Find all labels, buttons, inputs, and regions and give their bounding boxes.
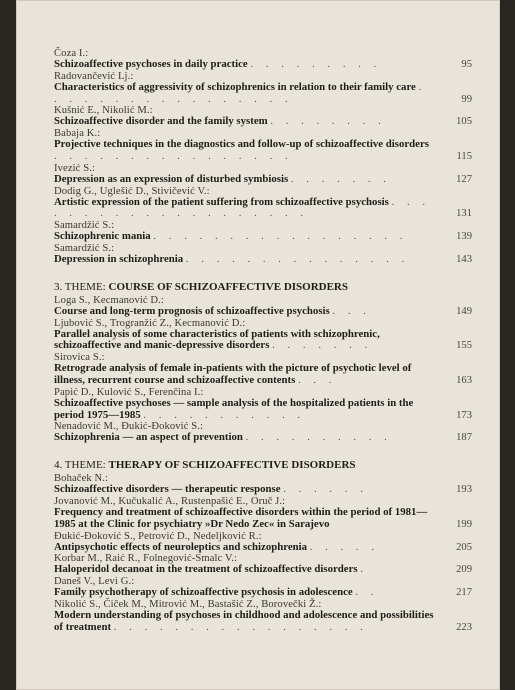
toc-entry xyxy=(54,496,472,531)
entry-title: Frequency and treatment of schizoaffective disorders within the period of 1981—1985 at the Clinic for psychiatry »Dr Nedo Zec« in Sarajevo xyxy=(54,505,428,530)
toc-entry xyxy=(54,71,472,106)
entry-authors: Loga S., Kecmanović D.: xyxy=(54,294,164,306)
toc-entry xyxy=(54,295,472,318)
book-page xyxy=(16,0,500,690)
entry-authors: Dodig G., Uglešić D., Stivičević V.: xyxy=(54,185,210,197)
entry-title-line xyxy=(54,587,472,599)
entry-title-line xyxy=(54,306,472,318)
entry-title-line xyxy=(54,82,472,106)
toc-entry xyxy=(54,105,472,128)
theme-3-heading xyxy=(54,281,472,293)
entry-authors: Nikolić S., Čiček M., Mitrović M., Bastašić Z., Borovečki Ž.: xyxy=(54,598,322,610)
entry-title-line xyxy=(54,197,472,221)
entry-leader-dots: . . . . . . . . . . . . . . . . . . . . xyxy=(54,195,431,220)
entry-title-line xyxy=(54,254,472,266)
entry-leader-dots: . . . xyxy=(298,373,337,386)
entry-leader-dots: . . . . . . . . xyxy=(270,115,386,128)
entry-leader-dots: . . . . . . xyxy=(283,483,368,496)
entry-title: Depression as an expression of disturbed symbiosis xyxy=(54,172,289,185)
entry-page-number: 115 xyxy=(456,150,472,162)
toc-section-3-entries xyxy=(54,295,472,444)
entry-leader-dots: . . . . . . . . . . . . . . . . xyxy=(54,149,293,162)
entry-title: Artistic expression of the patient suffering from schizoaffective psychosis xyxy=(54,195,389,208)
entry-page-number: 127 xyxy=(456,173,472,185)
entry-authors: Samardžić S.: xyxy=(54,242,115,254)
entry-authors: Samardžić S.: xyxy=(54,220,115,232)
toc-entry xyxy=(54,163,472,186)
entry-title: Schizophrenic mania xyxy=(54,230,151,243)
entry-leader-dots: . . . . . . . . . xyxy=(250,58,382,70)
entry-leader-dots: . . . . . . . . . . . . . . . . . xyxy=(113,620,368,633)
entry-title: Course and long-term prognosis of schizoaffective psychosis xyxy=(54,304,330,317)
entry-authors: Daneš V., Levi G.: xyxy=(54,576,135,588)
entry-title-line xyxy=(54,231,472,243)
entry-title-line xyxy=(54,610,472,634)
entry-page-number: 105 xyxy=(456,116,472,128)
entry-page-number: 149 xyxy=(456,305,472,317)
entry-title: Schizoaffective disorders — therapeutic response xyxy=(54,483,281,496)
entry-authors: Čoza I.: xyxy=(54,48,89,59)
entry-page-number: 131 xyxy=(456,208,472,220)
toc-entry xyxy=(54,421,472,444)
entry-title-line xyxy=(54,139,472,163)
entry-page-number: 163 xyxy=(456,374,472,386)
entry-authors: Papić D., Kulović S., Ferenčina I.: xyxy=(54,386,204,398)
entry-page-number: 223 xyxy=(456,621,472,633)
entry-page-number: 143 xyxy=(456,253,472,265)
toc-entry xyxy=(54,128,472,163)
entry-title: Schizoaffective psychoses in daily practice xyxy=(54,58,248,70)
entry-authors: Ivezić S.: xyxy=(54,162,96,174)
entry-page-number: 205 xyxy=(456,541,472,553)
entry-page-number: 187 xyxy=(456,432,472,444)
entry-title: Projective techniques in the diagnostics and follow-up of schizoaffective disorders xyxy=(54,138,429,151)
entry-title: Retrograde analysis of female in-patients with the picture of psychotic level of illness, recurrent course and schizoaffective contents xyxy=(54,362,412,386)
theme-3-label: 3. THEME: xyxy=(54,280,106,293)
entry-page-number: 139 xyxy=(456,231,472,243)
entry-title-line xyxy=(54,59,472,71)
entry-authors: Kušnić E., Nikolić M.: xyxy=(54,105,153,117)
entry-title: Family psychotherapy of schizoaffective psychosis in adolescence xyxy=(54,586,353,599)
entry-title: Parallel analysis of some characteristics of patients with schizophrenic, schizoaffective and manic-depressive disorders xyxy=(54,327,380,352)
entry-leader-dots: . . . xyxy=(332,304,371,317)
entry-leader-dots: . . . . . xyxy=(309,540,380,553)
toc-entry xyxy=(54,48,472,71)
entry-page-number: 99 xyxy=(461,93,472,105)
entry-page-number: 209 xyxy=(456,564,472,576)
entry-leader-dots: . . . . . . . xyxy=(272,339,373,352)
entry-title-line xyxy=(54,507,472,531)
entry-title-line xyxy=(54,564,472,576)
entry-title: Schizoaffective psychoses — sample analysis of the hospitalized patients in the period 1975—1985 xyxy=(54,396,414,421)
toc-entry xyxy=(54,352,472,387)
entry-title: Schizophrenia — an aspect of prevention xyxy=(54,431,243,444)
entry-authors: Bohaček N.: xyxy=(54,473,109,485)
entry-authors: Đukić-Đoković S., Petrović D., Nedeljković R.: xyxy=(54,530,262,542)
toc-entry xyxy=(54,243,472,266)
entry-leader-dots: . . . . . . . . . . . xyxy=(143,408,306,421)
entry-page-number: 217 xyxy=(456,587,472,599)
entry-title: Modern understanding of psychoses in childhood and adolescence and possibilities of treatment xyxy=(54,608,434,633)
entry-title-line xyxy=(54,174,472,186)
entry-page-number: 95 xyxy=(461,59,472,70)
entry-title-line xyxy=(54,398,472,422)
entry-title: Antipsychotic effects of neuroleptics and schizophrenia xyxy=(54,540,308,553)
entry-authors: Korbar M., Raić R., Folnegović-Smalc V.: xyxy=(54,553,238,565)
toc-section-2-entries xyxy=(54,48,472,266)
entry-title-line xyxy=(54,363,472,387)
entry-leader-dots: . . . . . . . . . . . . . . . xyxy=(185,252,410,265)
entry-title-line xyxy=(54,116,472,128)
theme-4-label: 4. THEME: xyxy=(54,459,106,472)
entry-leader-dots: . xyxy=(360,563,368,576)
entry-authors: Radovančević Lj.: xyxy=(54,70,134,82)
entry-authors: Sirovica S.: xyxy=(54,352,105,364)
entry-page-number: 155 xyxy=(456,340,472,352)
entry-page-number: 199 xyxy=(456,518,472,530)
toc-entry xyxy=(54,220,472,243)
entry-title: Characteristics of aggressivity of schizophrenics in relation to their family care xyxy=(54,80,416,93)
entry-title: Schizoaffective disorder and the family system xyxy=(54,115,268,128)
theme-3-name: COURSE OF SCHIZOAFFECTIVE DISORDERS xyxy=(108,280,348,293)
entry-title-line xyxy=(54,432,472,444)
entry-leader-dots: . . . . . . . . . . . . . . . . . xyxy=(54,80,427,105)
entry-title-line xyxy=(54,329,472,353)
toc-entry xyxy=(54,553,472,576)
entry-authors: Jovanović M., Kučukalić A., Rustenpašić E., Oruč J.: xyxy=(54,495,286,507)
theme-4-heading xyxy=(54,459,472,471)
entry-leader-dots: . . . . . . . . . . . . . . . . . xyxy=(153,230,408,243)
entry-title-line xyxy=(54,484,472,496)
toc-section-4-entries xyxy=(54,473,472,633)
entry-title-line xyxy=(54,542,472,554)
toc-entry xyxy=(54,531,472,554)
toc-entry xyxy=(54,576,472,599)
entry-leader-dots: . . . . . . . . . . xyxy=(245,431,392,444)
toc-entry xyxy=(54,599,472,634)
toc-entry xyxy=(54,387,472,422)
table-of-contents xyxy=(54,48,472,634)
entry-title: Haloperidol decanoat in the treatment of schizoaffective disorders xyxy=(54,563,358,576)
entry-page-number: 173 xyxy=(456,409,472,421)
theme-4-name: THERAPY OF SCHIZOAFFECTIVE DISORDERS xyxy=(108,459,356,472)
entry-authors: Nenadović M., Đukić-Đoković S.: xyxy=(54,421,204,433)
toc-entry xyxy=(54,318,472,353)
entry-authors: Ljubović S., Trogranžić Z., Kecmanović D.: xyxy=(54,317,246,329)
entry-leader-dots: . . xyxy=(355,586,379,599)
entry-page-number: 193 xyxy=(456,484,472,496)
toc-entry xyxy=(54,473,472,496)
toc-entry xyxy=(54,186,472,221)
entry-title: Depression in schizophrenia xyxy=(54,252,184,265)
entry-authors: Babaja K.: xyxy=(54,128,101,140)
entry-leader-dots: . . . . . . . xyxy=(290,172,391,185)
